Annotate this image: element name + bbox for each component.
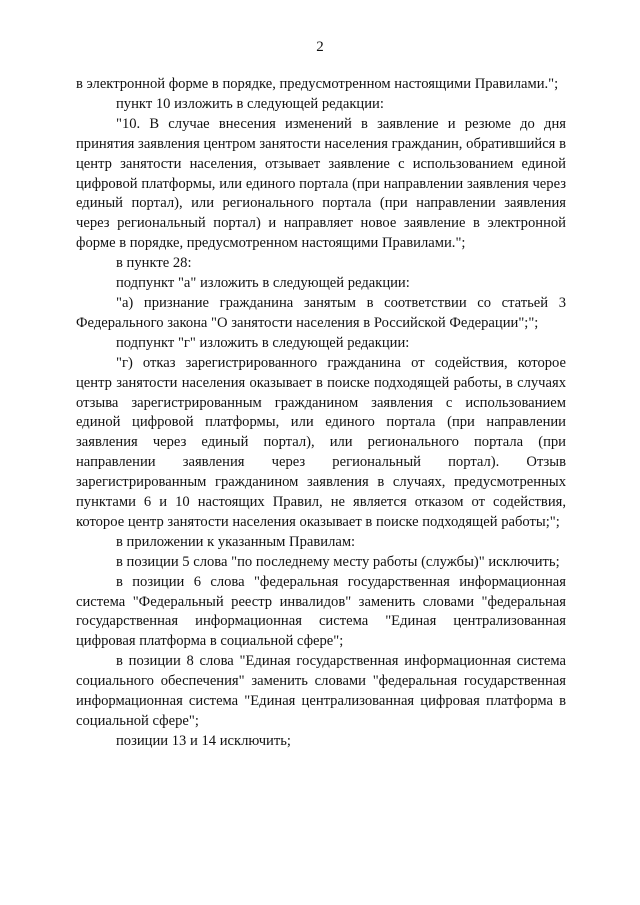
paragraph-item-28-instruction: в пункте 28:	[116, 255, 192, 272]
paragraph-subitem-g-instruction: подпункт "г" изложить в следующей редакции:	[116, 334, 410, 351]
paragraph-position-8: в позиции 8 слова "Единая государственная информационная система социального обеспечения" заменить словами "федеральная государственная информационная система "Единая централизованная цифровая платформа в социальной сфере";	[76, 653, 566, 729]
paragraph-subitem-g-text: "г) отказ зарегистрированного гражданина от содействия, которое центр занятости населения оказывает в поиске подходящей работы, в случаях отзыва зарегистрированным гражданином заявления с использованием единой цифровой платформы, или единого портала (при направлении заявления через единый портал), или регионального портала (при направлении заявления через региональный портал). Отзыв зарегистрированным гражданином заявления в случаях, предусмотренных пунктами 6 и 10 настоящих Правил, не является отказом от содействия, которое центр занятости населения оказывает в поиске подходящей работы;";	[76, 354, 566, 530]
paragraph-continuation: в электронной форме в порядке, предусмотренном настоящими Правилами.";	[76, 76, 559, 92]
paragraph-item-10-instruction: пункт 10 изложить в следующей редакции:	[116, 95, 384, 112]
paragraph-subitem-a-text: "а) признание гражданина занятым в соответствии со статьей 3 Федерального закона "О занятости населения в Российской Федерации";";	[76, 294, 566, 331]
paragraph-subitem-a-instruction: подпункт "а" изложить в следующей редакции:	[116, 275, 410, 292]
paragraph-positions-13-14: позиции 13 и 14 исключить;	[116, 732, 291, 749]
paragraph-position-5: в позиции 5 слова "по последнему месту работы (службы)" исключить;	[116, 553, 560, 570]
paragraph-item-10-text: "10. В случае внесения изменений в заявление и резюме до дня принятия заявления центром занятости населения гражданин, обратившийся в центр занятости населения, отзывает заявление с использованием единой цифровой платформы, или единого портала (при направлении заявления через единый портал), или регионального портала (при направлении заявления через региональный портал) и направляет новое заявление в электронной форме в порядке, предусмотренном настоящими Правилами.";	[76, 115, 566, 252]
paragraph-appendix-instruction: в приложении к указанным Правилам:	[116, 533, 356, 550]
paragraph-position-6: в позиции 6 слова "федеральная государственная информационная система "Федеральный реестр инвалидов" заменить словами "федеральная государственная информационная система "Единая централизованная цифровая платформа в социальной сфере";	[76, 573, 566, 650]
document-body	[76, 75, 566, 752]
page-number: 2	[316, 39, 324, 55]
